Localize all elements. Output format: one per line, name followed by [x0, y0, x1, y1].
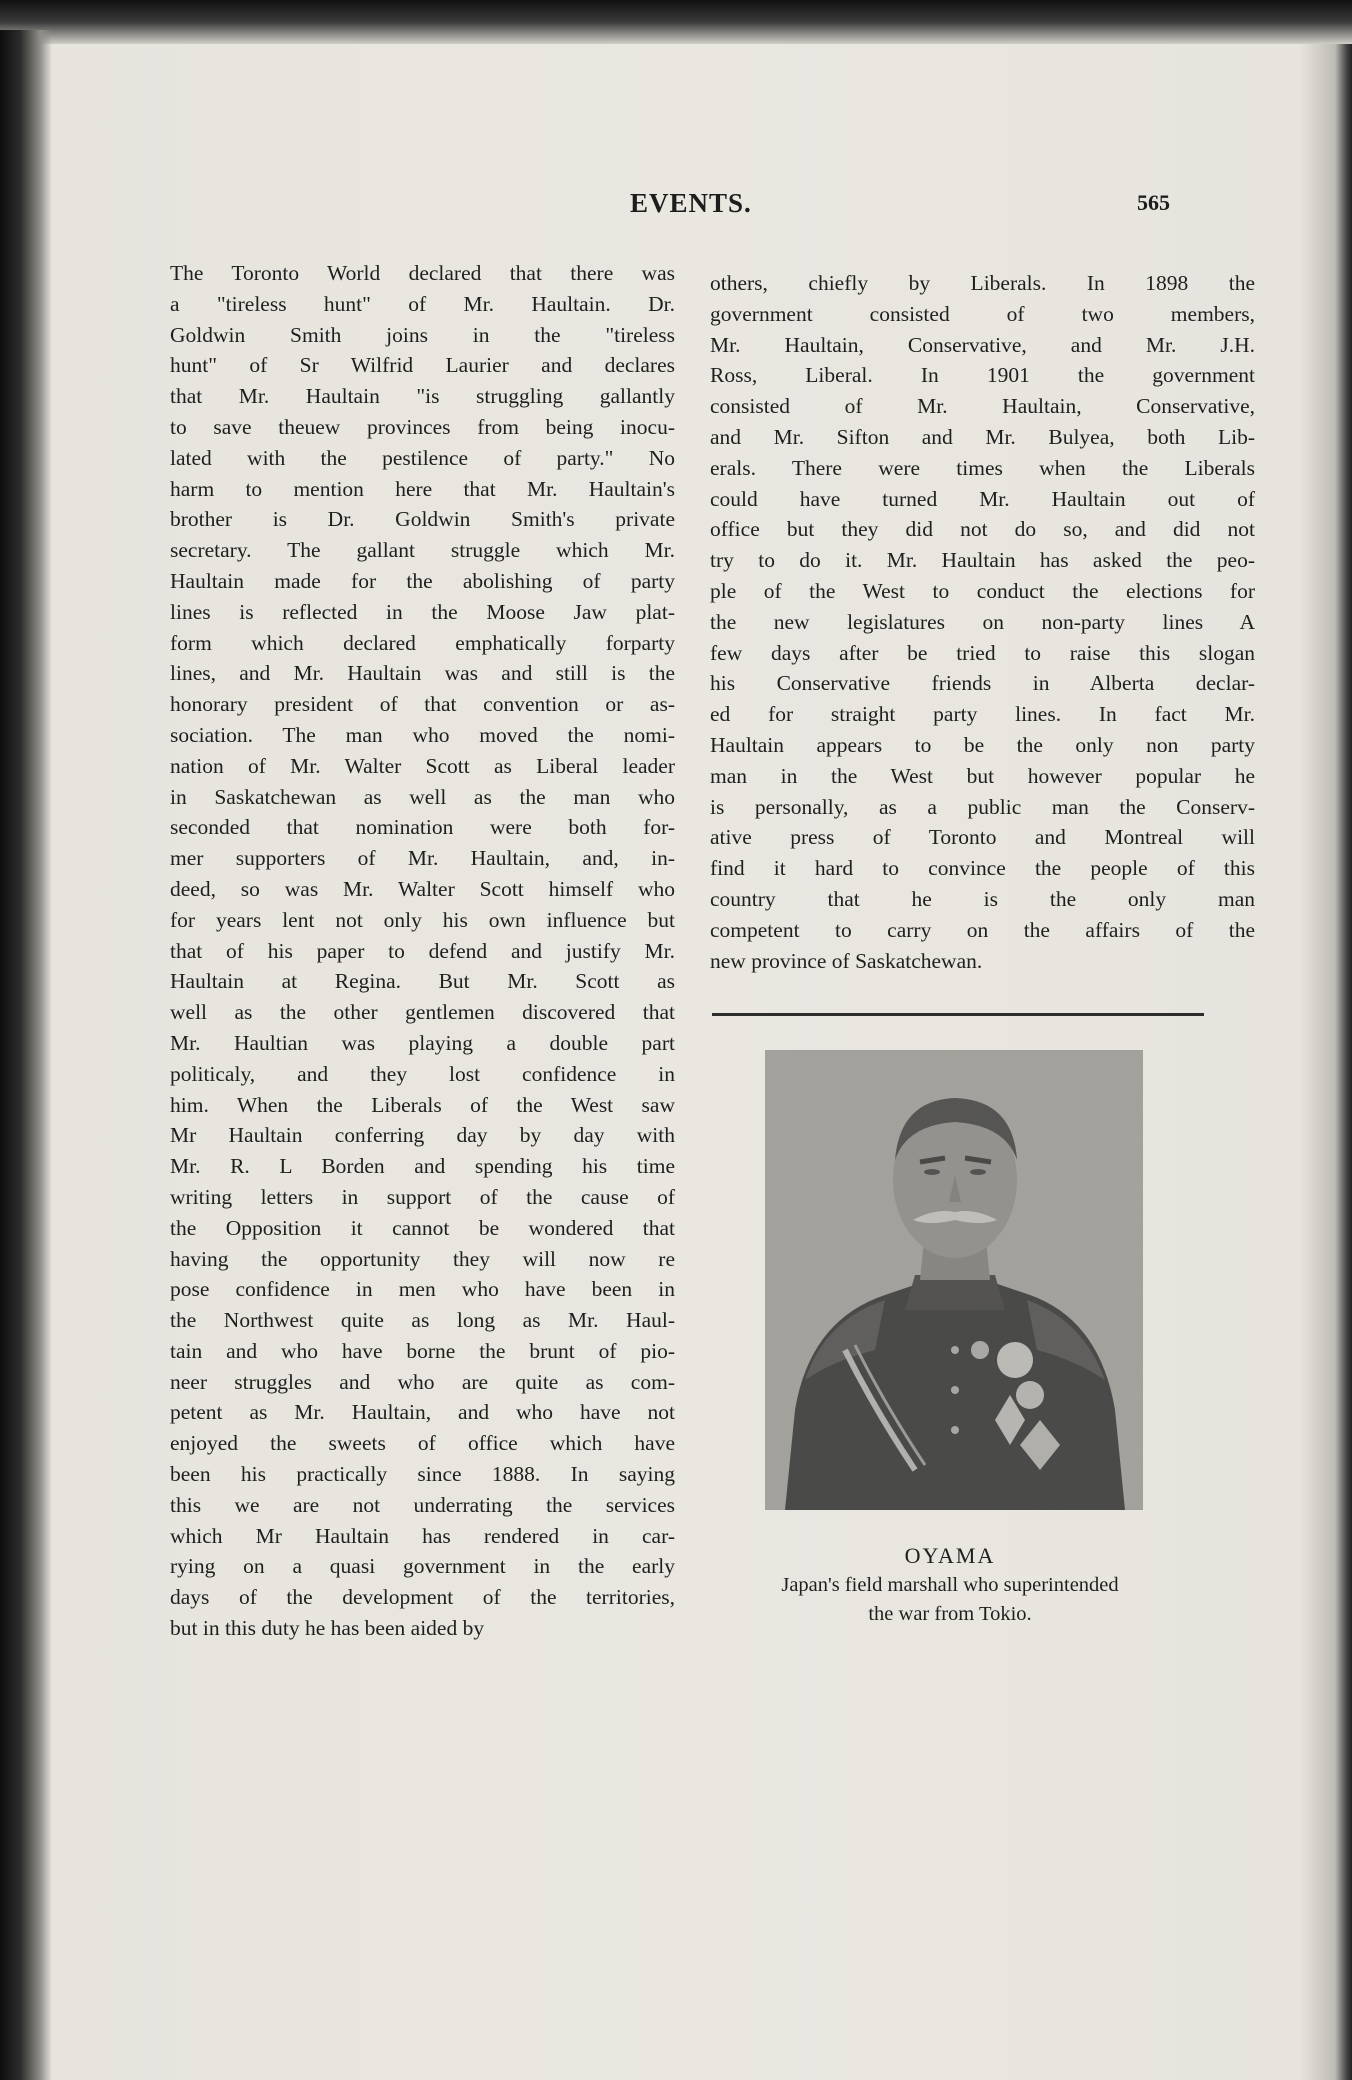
text-line: country that he is the only man	[710, 886, 1255, 911]
text-line: find it hard to convince the people of this	[710, 856, 1255, 881]
caption-name: OYAMA	[904, 1543, 996, 1568]
text-line: neer struggles and who are quite as com-	[170, 1369, 675, 1394]
text-line: the Northwest quite as long as Mr. Haul-	[170, 1308, 675, 1333]
text-line: new province of Saskatchewan.	[710, 948, 983, 973]
text-line: in Saskatchewan as well as the man who	[170, 784, 675, 809]
text-line: for years lent not only his own influence but	[170, 907, 675, 932]
text-line: sociation. The man who moved the nomi-	[170, 722, 675, 747]
text-line: The Toronto World declared that there was	[170, 261, 675, 285]
text-line: harm to mention here that Mr. Haultain's	[170, 476, 675, 501]
text-line: well as the other gentlemen discovered that	[170, 1000, 675, 1025]
text-line: try to do it. Mr. Haultain has asked the peo-	[710, 548, 1255, 573]
caption-line: the war from Tokio.	[868, 1603, 1032, 1625]
page-title: EVENTS.	[630, 188, 752, 218]
caption-line: Japan's field marshall who superintended	[781, 1574, 1119, 1596]
text-line: and Mr. Sifton and Mr. Bulyea, both Lib-	[710, 424, 1255, 449]
text-line: enjoyed the sweets of office which have	[170, 1431, 675, 1456]
portrait-image	[765, 1050, 1143, 1510]
text-line: nation of Mr. Walter Scott as Liberal leader	[170, 753, 675, 778]
text-line: honorary president of that convention or as-	[170, 692, 675, 717]
text-line: this we are not underrating the services	[170, 1492, 675, 1517]
text-line: Haultain at Regina. But Mr. Scott as	[170, 969, 675, 994]
text-line: days of the development of the territories,	[170, 1585, 675, 1610]
text-line: office but they did not do so, and did not	[710, 517, 1255, 542]
text-line: lines is reflected in the Moose Jaw plat-	[170, 599, 675, 624]
text-line: ed for straight party lines. In fact Mr.	[710, 702, 1255, 727]
text-line: his Conservative friends in Alberta declar-	[710, 671, 1255, 696]
figure-caption	[690, 1541, 1210, 1629]
section-divider	[712, 1013, 1204, 1016]
text-line: form which declared emphatically forparty	[170, 630, 675, 655]
text-line: ple of the West to conduct the elections for	[710, 578, 1255, 603]
text-line: Mr. Haultian was playing a double part	[170, 1030, 675, 1055]
running-header	[0, 188, 1352, 228]
page-number: 565	[1137, 190, 1170, 215]
text-line: seconded that nomination were both for-	[170, 815, 675, 840]
text-line: others, chiefly by Liberals. In 1898 the	[710, 271, 1255, 295]
text-line: the Opposition it cannot be wondered that	[170, 1215, 675, 1240]
text-line: politicaly, and they lost confidence in	[170, 1061, 675, 1086]
text-line: Ross, Liberal. In 1901 the government	[710, 363, 1255, 388]
text-line: is personally, as a public man the Conserv-	[710, 794, 1255, 819]
text-line: tain and who have borne the brunt of pio-	[170, 1338, 675, 1363]
text-line: rying on a quasi government in the early	[170, 1554, 675, 1579]
text-line: a "tireless hunt" of Mr. Haultain. Dr.	[170, 291, 675, 316]
right-text-column	[710, 268, 1255, 976]
text-line: secretary. The gallant struggle which Mr.	[170, 538, 675, 563]
text-line: him. When the Liberals of the West saw	[170, 1092, 675, 1117]
text-line: Mr. R. L Borden and spending his time	[170, 1154, 675, 1179]
text-line: few days after be tried to raise this slogan	[710, 640, 1255, 665]
text-line: deed, so was Mr. Walter Scott himself who	[170, 876, 675, 901]
text-line: pose confidence in men who have been in	[170, 1277, 675, 1302]
text-line: Mr. Haultain, Conservative, and Mr. J.H.	[710, 332, 1255, 357]
text-line: lated with the pestilence of party." No	[170, 445, 675, 470]
text-line: which Mr Haultain has rendered in car-	[170, 1523, 675, 1548]
text-line: mer supporters of Mr. Haultain, and, in-	[170, 846, 675, 871]
text-line: government consisted of two members,	[710, 301, 1255, 326]
text-line: been his practically since 1888. In saying	[170, 1462, 675, 1487]
text-line: but in this duty he has been aided by	[170, 1616, 485, 1641]
text-line: Goldwin Smith joins in the "tireless	[170, 322, 675, 347]
text-line: that Mr. Haultain "is struggling gallantly	[170, 384, 675, 409]
text-line: Haultain made for the abolishing of party	[170, 568, 675, 593]
text-line: that of his paper to defend and justify Mr.	[170, 938, 675, 963]
text-line: could have turned Mr. Haultain out of	[710, 486, 1255, 511]
left-text-column	[170, 258, 675, 1644]
text-line: to save theuew provinces from being inocu-	[170, 414, 675, 439]
text-line: erals. There were times when the Liberals	[710, 455, 1255, 480]
text-line: man in the West but however popular he	[710, 763, 1255, 788]
text-line: having the opportunity they will now re	[170, 1246, 675, 1271]
portrait-photo	[765, 1050, 1143, 1510]
text-line: competent to carry on the affairs of the	[710, 917, 1255, 942]
text-line: the new legislatures on non-party lines A	[710, 609, 1255, 634]
text-line: petent as Mr. Haultain, and who have not	[170, 1400, 675, 1425]
text-line: Mr Haultain conferring day by day with	[170, 1123, 675, 1148]
text-line: brother is Dr. Goldwin Smith's private	[170, 507, 675, 532]
text-line: Haultain appears to be the only non party	[710, 732, 1255, 757]
text-line: hunt" of Sr Wilfrid Laurier and declares	[170, 353, 675, 378]
text-line: lines, and Mr. Haultain was and still is the	[170, 661, 675, 686]
text-line: ative press of Toronto and Montreal will	[710, 825, 1255, 850]
text-line: writing letters in support of the cause of	[170, 1184, 675, 1209]
text-line: consisted of Mr. Haultain, Conservative,	[710, 394, 1255, 419]
